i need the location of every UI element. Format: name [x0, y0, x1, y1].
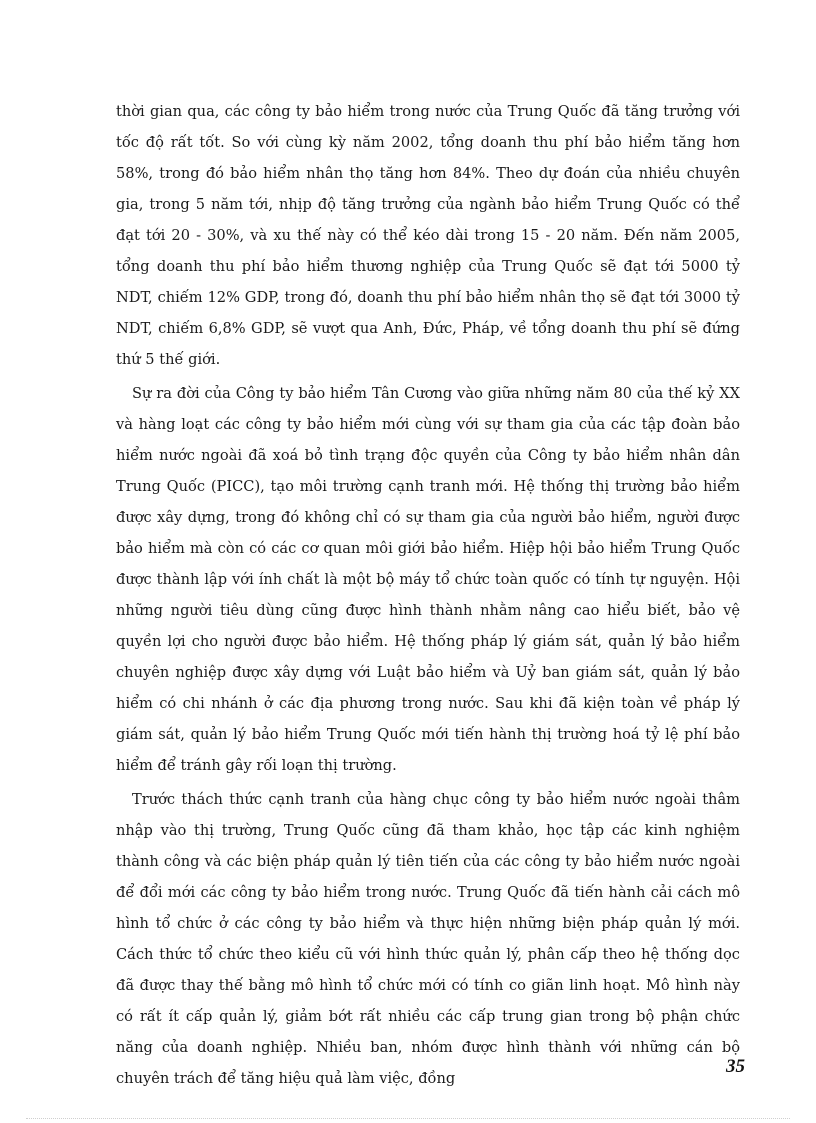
footer-divider — [26, 1118, 790, 1119]
paragraph-3: Trước thách thức cạnh tranh của hàng chục công ty bảo hiểm nước ngoài thâm nhập vào thị trường, Trung Quốc cũng đã tham khảo, học tập các kinh nghiệm thành công và các biện pháp quản lý tiên tiến của các công ty bảo hiểm nước ngoài để đổi mới các công ty bảo hiểm trong nước. Trung Quốc đã tiến hành cải cách mô hình tổ chức ở các công ty bảo hiểm và thực hiện những biện pháp quản lý mới. Cách thức tổ chức theo kiểu cũ với hình thức quản lý, phân cấp theo hệ thống dọc đã được thay thế bằng mô hình tổ chức mới có tính co giãn linh hoạt. Mô hình này có rất ít cấp quản lý, giảm bớt rất nhiều các cấp trung gian trong bộ phận chức năng của doanh nghiệp. Nhiều ban, nhóm được hình thành với những cán bộ chuyên trách để tăng hiệu quả làm việc, đồng — [116, 791, 740, 1087]
paragraph-1: thời gian qua, các công ty bảo hiểm trong nước của Trung Quốc đã tăng trưởng với tốc độ rất tốt. So với cùng kỳ năm 2002, tổng doanh thu phí bảo hiểm tăng hơn 58%, trong đó bảo hiểm nhân thọ tăng hơn 84%. Theo dự đoán của nhiều chuyên gia, trong 5 năm tới, nhịp độ tăng trưởng của ngành bảo hiểm Trung Quốc có thể đạt tới 20 - 30%, và xu thế này có thể kéo dài trong 15 - 20 năm. Đến năm 2005, tổng doanh thu phí bảo hiểm thương nghiệp của Trung Quốc sẽ đạt tới 5000 tỷ NDT, chiếm 12% GDP, trong đó, doanh thu phí bảo hiểm nhân thọ sẽ đạt tới 3000 tỷ NDT, chiếm 6,8% GDP, sẽ vượt qua Anh, Đức, Pháp, về tổng doanh thu phí sẽ đứng thứ 5 thế giới. — [116, 103, 740, 368]
body-text — [116, 96, 740, 1097]
page-number: 35 — [726, 1056, 745, 1077]
paragraph-2: Sự ra đời của Công ty bảo hiểm Tân Cương vào giữa những năm 80 của thế kỷ XX và hàng loạt các công ty bảo hiểm mới cùng với sự tham gia của các tập đoàn bảo hiểm nước ngoài đã xoá bỏ tình trạng độc quyền của Công ty bảo hiểm nhân dân Trung Quốc (PICC), tạo môi trường cạnh tranh mới. Hệ thống thị trường bảo hiểm được xây dựng, trong đó không chỉ có sự tham gia của người bảo hiểm, người được bảo hiểm mà còn có các cơ quan môi giới bảo hiểm. Hiệp hội bảo hiểm Trung Quốc được thành lập với ính chất là một bộ máy tổ chức toàn quốc có tính tự nguyện. Hội những người tiêu dùng cũng được hình thành nhằm nâng cao hiểu biết, bảo vệ quyền lợi cho người được bảo hiểm. Hệ thống pháp lý giám sát, quản lý bảo hiểm chuyên nghiệp được xây dựng với Luật bảo hiểm và Uỷ ban giám sát, quản lý bảo hiểm có chi nhánh ở các địa phương trong nước. Sau khi đã kiện toàn về pháp lý giám sát, quản lý bảo hiểm Trung Quốc mới tiến hành thị trường hoá tỷ lệ phí bảo hiểm để tránh gây rối loạn thị trường. — [116, 385, 740, 774]
